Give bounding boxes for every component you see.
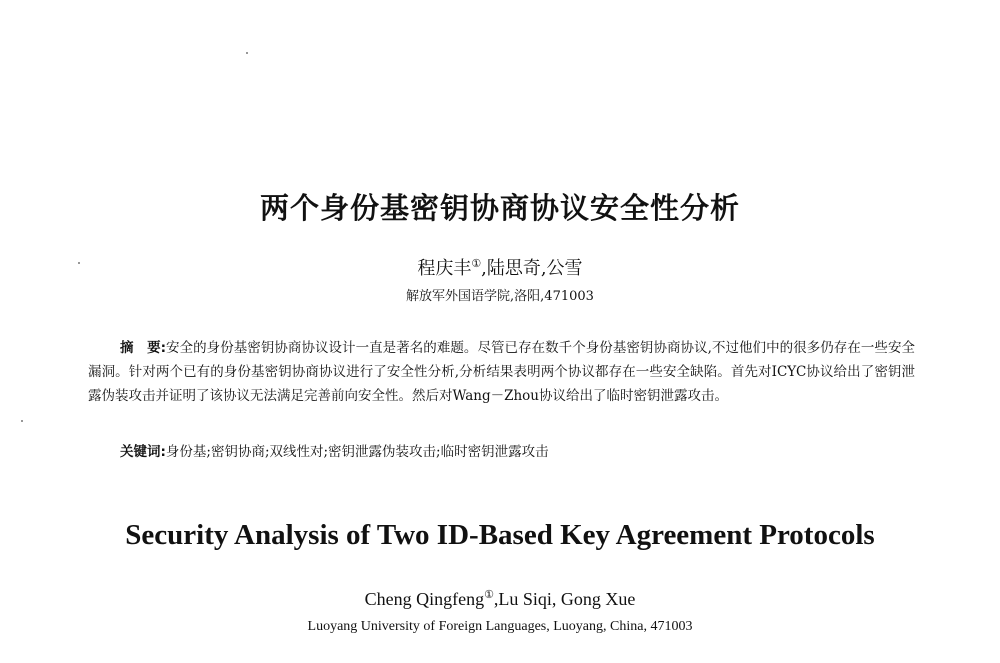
footnote-mark: ①	[471, 257, 482, 270]
abstract-label: 摘 要:	[120, 340, 167, 356]
abstract-text: 安全的身份基密钥协商协议设计一直是著名的难题。尽管已存在数千个身份基密钥协商协议,不过他们中的很多仍存在一些安全漏洞。针对两个已有的身份基密钥协商协议进行了安全性分析,分析结果表明两个协议都存在一些安全缺陷。首先对ICYC协议给出了密钥泄露伪装攻击并证明了该协议无法满足完善前向安全性。然后对Wang－Zhou协议给出了临时密钥泄露攻击。	[88, 340, 915, 404]
footnote-mark: ①	[484, 589, 494, 601]
chinese-first-author: 程庆丰	[417, 258, 472, 279]
chinese-keywords	[120, 440, 920, 464]
english-coauthors: ,Lu Siqi, Gong Xue	[493, 589, 636, 609]
scan-speck	[21, 420, 23, 422]
scan-speck	[246, 52, 248, 54]
chinese-abstract	[88, 336, 915, 408]
chinese-authors	[0, 254, 1000, 280]
chinese-title: 两个身份基密钥协商协议安全性分析	[259, 191, 740, 225]
english-first-author: Cheng Qingfeng	[364, 589, 485, 609]
keywords-text: 身份基;密钥协商;双线性对;密钥泄露伪装攻击;临时密钥泄露攻击	[165, 444, 549, 460]
keywords-label: 关键词:	[120, 444, 166, 460]
english-authors	[0, 589, 1000, 610]
english-affiliation: Luoyang University of Foreign Languages, Luoyang, China, 471003	[307, 619, 693, 634]
chinese-affiliation: 解放军外国语学院,洛阳,471003	[406, 289, 594, 304]
chinese-coauthors: ,陆思奇,公雪	[481, 258, 583, 279]
english-title: Security Analysis of Two ID-Based Key Agreement Protocols	[125, 519, 875, 551]
